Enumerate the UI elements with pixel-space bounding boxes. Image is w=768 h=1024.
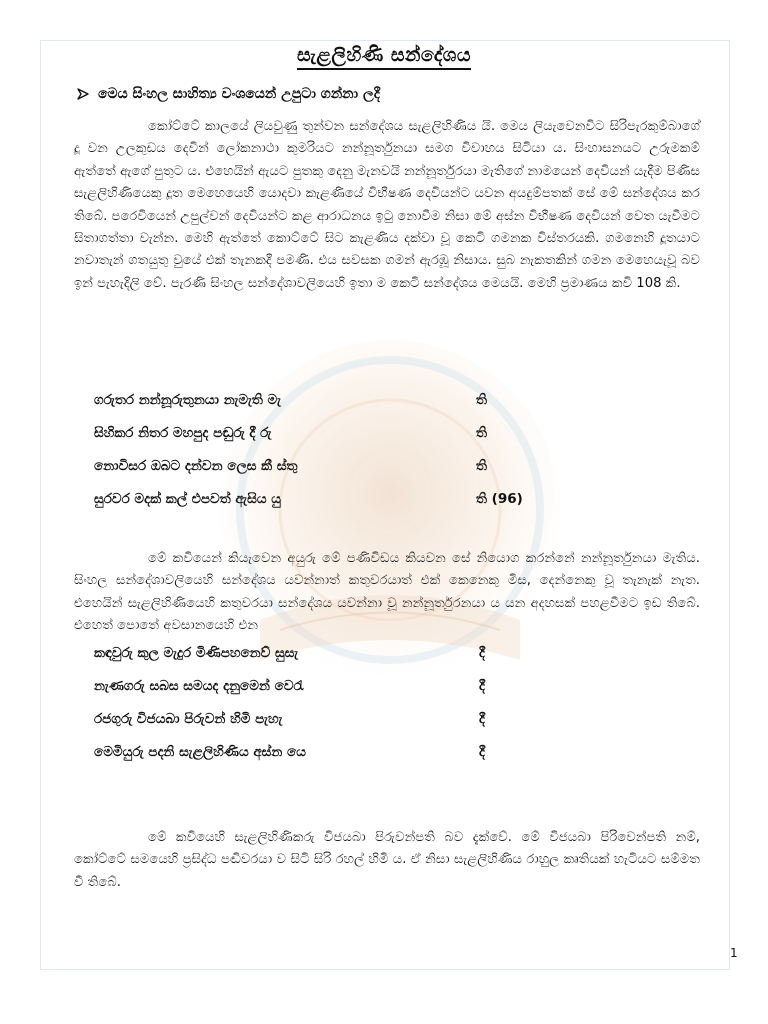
- verse-line-ending: ති: [476, 392, 487, 408]
- paragraph-intro: කෝට්ටේ කාලයේ ලියවුණු තුන්වන සන්දේශය සැළලිහිණිය යි. මෙය ලියැවෙනවිට සිරිපැරකුම්බාගේ දූ වන උලකුඩය දෙවින් ලෝකනාථා කුමරියට නන්නූර්තුනයා සමග විවාහය සිටියා ය. සිංහාසනයට උරුමකම් ඇත්තේ ඇගේ පුතුට ය. එහෙයින් ඇයට පුතකු දෙනු මැනවයි නන්නූර්තුරයා මැතිගේ නාමයෙන් දෙවියන් යැදීම පිණිස සැළලිහිණියෙකු දූත මෙහෙයෙහි යොදවා කැළණියේ විභීෂණ දෙවියන්ට යවන අයදුම්පතක් සේ මේ සන්දේශය කර තිබේ. පරෙවියෙන් උපුල්වන් දෙවියන්ට කළ ආරාධනය ඉටු නොවීම නිසා මේ අස්න විභීෂණ දෙවියන් වෙත යැවීමට සිතාගත්තා වැන්න. මෙහි ඇත්තේ කොට්ටේ සිට කැළණිය දක්වා වූ කෙටි ගමනක විස්තරයකි. ගමනෙහි දූතයාට නවාතැන් ගතයුතු වුයේ එක් තැනකදී පමණි. එය සවසක ගමන් ඇරඹූ නිසාය. සුබ නැකතකින් ගමන මෙහෙයැවූ බව ඉන් පැහැදිලි වේ. පැරණි සිංහල සන්දේශාවලියෙහි ඉතා ම කෙටි සන්දේශය මෙයයි. මෙහි ප්‍රමාණය කවි 108 කි.: [74, 119, 700, 291]
- verse-line-text: මෙමියුරු පදනි සැළලිහිණිය අස්න යෙ: [94, 744, 306, 760]
- verse-line-ending: දී: [479, 645, 485, 661]
- verse-line: [94, 678, 614, 711]
- verse-line: [94, 491, 614, 524]
- verse-line-text: සිහිකර නිතර මහපුද පඬුරු දී රු: [94, 425, 272, 441]
- document-title: [0, 44, 768, 66]
- verse-line-ending: ති: [476, 425, 487, 441]
- verse-block-one: [94, 392, 614, 524]
- document-title-text: සැළලිහිණි සන්දේශය: [297, 44, 471, 70]
- verse-line-text: රජගුරු විජයබා පිරුවන් හිමි පැහැ: [94, 711, 283, 727]
- verse-line: [94, 711, 614, 744]
- verse-line: [94, 744, 614, 777]
- verse-line-ending: ති: [476, 458, 487, 474]
- verse-line-ending: ති (96): [476, 491, 523, 507]
- arrow-right-icon: [76, 87, 90, 101]
- verse-line: [94, 645, 614, 678]
- verse-line-ending: දී: [479, 744, 485, 760]
- subheading: [76, 86, 380, 102]
- page-number: 1: [730, 946, 738, 960]
- verse-line-ending: දී: [479, 711, 485, 727]
- subheading-text: මෙය සිංහල සාහිත්‍ය වංශයෙන් උපුටා ගන්නා ලදී: [98, 86, 380, 102]
- verse-block-two: [94, 645, 614, 777]
- verse-line-ending: දී: [479, 678, 485, 694]
- verse-line: [94, 458, 614, 491]
- verse-line: [94, 425, 614, 458]
- verse-line-text: නොවිසර ඔබට දන්වන ලෙස කී ස්තු: [94, 458, 298, 474]
- verse-line-text: සුරවර මදක් කල් එපවත් ඇසිය යු: [94, 491, 281, 507]
- verse-line: [94, 392, 614, 425]
- verse-line-text: කඳවුරු කුල මැදුර මිණිපහනෙව් සුසැ: [94, 645, 299, 661]
- paragraph-author-discussion: මේ කවියෙන් කියැවෙන අයුරු මේ පණිවිඩය කියවන සේ නියොග කරන්නේ නන්නූර්තුනයා මැතිය. සිංහල සන්දේශාවලියෙහි සන්දේශය යවන්නාත් කතුවරයාත් එක් කෙනෙකු මිස, දෙන්නෙකු වූ තැනැක් නැත. එහෙයින් සැළලිහිණියෙහි කතුවරයා සන්දේශය යවන්නා වූ නන්නූර්තුරනයා ය යන අදහසක් පහළවීමට ඉඩ තිබේ. එහෙත් පොතේ අවසානයෙහි එන: [74, 551, 700, 634]
- verse-line-text: නැණගරු සබස සමයද දනුමෙන් වෙරැ: [94, 678, 304, 694]
- paragraph-conclusion: මේ කවියෙහි සැළලිහිණිකරු විජයබා පිරුවන්පති බව දැක්වේ. මේ විජයබා පිරිවෙන්පති නම්, කෝට්ටේ සමයෙහි ප්‍රසිද්ධ පඬිවරයා ව සිටි සිරි රහල් හිමි ය. ඒ නිසා සැළලිහිණිය රාහුල කෘතියක් හැටියට සම්මත වී තිබේ.: [74, 830, 700, 890]
- verse-line-text: ගරුතර නන්නූරුතුනයා නැමැති මැ: [94, 392, 282, 408]
